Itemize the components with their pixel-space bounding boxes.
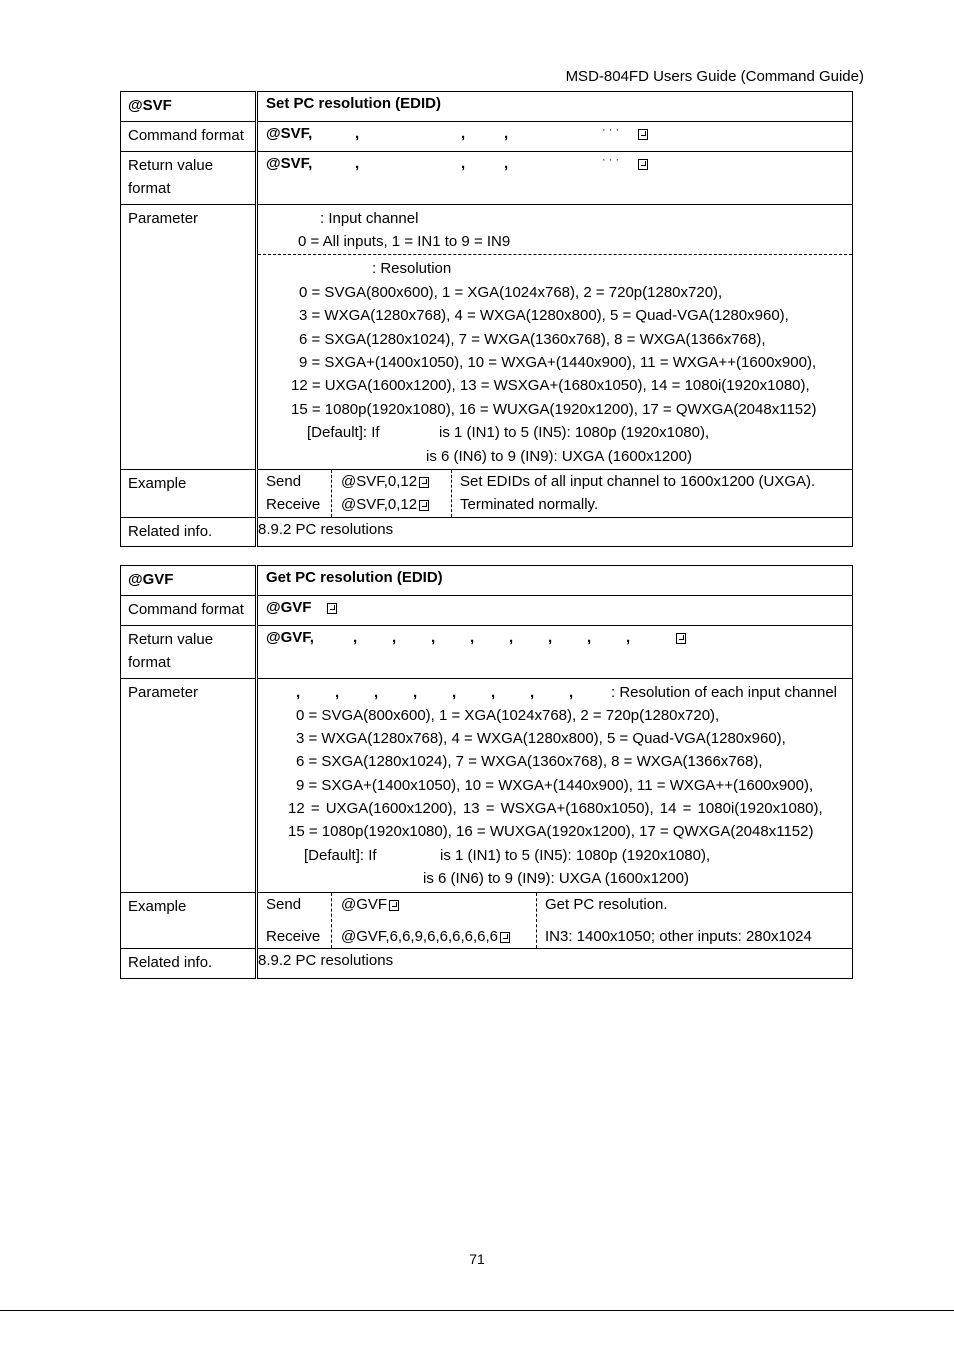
svf-return-format-row: [121, 151, 853, 204]
svf-command-format-label: Command format: [121, 122, 257, 152]
gvf-param-sep: ,: [335, 683, 340, 701]
svf-default-text-1: is 1 (IN1) to 5 (IN5): 1080p (1920x1080),: [439, 424, 710, 442]
gvf-param-sep: ,: [569, 683, 574, 701]
svf-return-format-value: [257, 151, 853, 204]
gvf-related-label: Related info.: [121, 949, 257, 979]
svf-command-ellipsis: · · ·: [602, 124, 620, 136]
svf-example-row: [121, 469, 853, 517]
gvf-param-sep: ,: [530, 683, 535, 701]
svf-send-command: @SVF,0,12: [341, 472, 418, 490]
gvf-default-prefix: [Default]: If: [304, 846, 377, 864]
gvf-command-table: [120, 565, 853, 979]
svf-param1-desc: : Input channel: [320, 209, 419, 227]
svf-header-row: [121, 92, 853, 122]
gvf-resolution-line: 3 = WXGA(1280x768), 4 = WXGA(1280x800), 5 = Quad-VGA(1280x960),: [296, 730, 786, 748]
gvf-return-format-row: [121, 625, 853, 678]
svf-resolution-line: 6 = SXGA(1280x1024), 7 = WXGA(1360x768), 8 = WXGA(1366x768),: [299, 330, 766, 348]
enter-key-icon: [638, 129, 648, 140]
gvf-parameter-label: Parameter: [121, 678, 257, 893]
svf-return-sep-1: ,: [355, 154, 360, 172]
svf-command-sep-2: ,: [461, 125, 466, 142]
gvf-param-sep: ,: [296, 683, 301, 701]
svf-command-sep-1: ,: [355, 125, 360, 142]
svf-receive-description: Terminated normally.: [460, 496, 599, 514]
svf-command-prefix: @SVF,: [266, 125, 313, 142]
enter-key-icon: [327, 603, 337, 614]
gvf-resolution-line: 12 = UXGA(1600x1200), 13 = WSXGA+(1680x1050), 14 = 1080i(1920x1080),: [288, 799, 823, 817]
svf-default-prefix: [Default]: If: [307, 424, 380, 442]
svf-return-format-label: Return value format: [121, 151, 257, 204]
svf-parameter-label: Parameter: [121, 204, 257, 469]
svf-command-name: @SVF: [121, 92, 257, 122]
gvf-receive-description: IN3: 1400x1050; other inputs: 280x1024: [545, 927, 812, 945]
gvf-return-format-value: [257, 625, 853, 678]
svf-command-sep-3: ,: [504, 125, 509, 142]
svf-receive-command: @SVF,0,12: [341, 496, 418, 514]
gvf-related-value: 8.9.2 PC resolutions: [257, 949, 853, 979]
gvf-command-format-label: Command format: [121, 596, 257, 626]
svf-command-table: [120, 91, 853, 547]
svf-parameter-row: [121, 204, 853, 469]
svf-related-row: [121, 517, 853, 547]
gvf-send-description: Get PC resolution.: [545, 896, 668, 914]
svf-command-format-value: [257, 122, 853, 152]
gvf-header-row: [121, 566, 853, 596]
enter-key-icon: [389, 900, 399, 911]
svf-return-ellipsis: · · ·: [602, 153, 620, 166]
gvf-return-sep: ,: [548, 628, 553, 646]
svf-command-format-row: [121, 122, 853, 152]
gvf-return-format-label: Return value format: [121, 625, 257, 678]
gvf-receive-label: Receive: [266, 927, 321, 945]
svf-related-label: Related info.: [121, 517, 257, 547]
gvf-send-label: Send: [266, 896, 302, 914]
svf-resolution-line: 0 = SVGA(800x600), 1 = XGA(1024x768), 2 = 720p(1280x720),: [299, 283, 723, 301]
gvf-return-sep: ,: [587, 628, 592, 646]
svf-return-sep-3: ,: [504, 154, 509, 172]
gvf-return-sep: ,: [392, 628, 397, 646]
gvf-resolution-line: 9 = SXGA+(1400x1050), 10 = WXGA+(1440x900), 11 = WXGA++(1600x900),: [296, 776, 814, 794]
svf-command-title: Set PC resolution (EDID): [257, 92, 853, 122]
gvf-param-sep: ,: [452, 683, 457, 701]
gvf-command-prefix: @GVF: [266, 599, 312, 616]
svf-send-label: Send: [266, 472, 302, 490]
gvf-return-sep: ,: [626, 628, 631, 646]
svf-default-line-2: is 6 (IN6) to 9 (IN9): UXGA (1600x1200): [426, 447, 692, 465]
gvf-command-name: @GVF: [121, 566, 257, 596]
svf-return-sep-2: ,: [461, 154, 466, 172]
gvf-param-desc: : Resolution of each input channel: [611, 683, 837, 701]
document-header: MSD-804FD Users Guide (Command Guide): [565, 68, 864, 85]
gvf-default-line-1: [262, 844, 846, 867]
gvf-related-row: [121, 949, 853, 979]
enter-key-icon: [676, 633, 686, 644]
enter-key-icon: [419, 477, 429, 488]
gvf-example-row: [121, 893, 853, 949]
svf-example-label: Example: [121, 469, 257, 517]
gvf-return-sep: ,: [353, 628, 358, 646]
svf-resolution-line: 3 = WXGA(1280x768), 4 = WXGA(1280x800), 5 = Quad-VGA(1280x960),: [299, 307, 789, 325]
svf-param1-values: 0 = All inputs, 1 = IN1 to 9 = IN9: [298, 232, 511, 250]
svf-resolution-line: 12 = UXGA(1600x1200), 13 = WSXGA+(1680x1050), 14 = 1080i(1920x1080),: [291, 377, 810, 395]
enter-key-icon: [419, 500, 429, 511]
gvf-return-sep: ,: [509, 628, 514, 646]
page-number: 71: [469, 1251, 485, 1267]
gvf-command-format-value: [257, 596, 853, 626]
svf-return-prefix: @SVF,: [266, 154, 313, 172]
gvf-default-text-1: is 1 (IN1) to 5 (IN5): 1080p (1920x1080),: [440, 846, 711, 864]
svf-resolution-line: 9 = SXGA+(1400x1050), 10 = WXGA+(1440x900), 11 = WXGA++(1600x900),: [299, 353, 817, 371]
gvf-param-desc-line: [262, 681, 846, 704]
gvf-default-line-2: is 6 (IN6) to 9 (IN9): UXGA (1600x1200): [423, 869, 689, 887]
gvf-resolution-line: 6 = SXGA(1280x1024), 7 = WXGA(1360x768), 8 = WXGA(1366x768),: [296, 753, 763, 771]
svf-param2-desc: : Resolution: [372, 260, 452, 278]
svf-receive-label: Receive: [266, 496, 321, 514]
gvf-param-sep: ,: [413, 683, 418, 701]
gvf-return-sep: ,: [431, 628, 436, 646]
enter-key-icon: [638, 159, 648, 170]
gvf-resolution-line: 15 = 1080p(1920x1080), 16 = WUXGA(1920x1200), 17 = QWXGA(2048x1152): [288, 823, 814, 841]
gvf-param-sep: ,: [491, 683, 496, 701]
svf-related-value: 8.9.2 PC resolutions: [257, 517, 853, 547]
gvf-example-label: Example: [121, 893, 257, 949]
gvf-resolution-line: 0 = SVGA(800x600), 1 = XGA(1024x768), 2 = 720p(1280x720),: [296, 706, 720, 724]
svf-default-line-1: [264, 421, 846, 444]
gvf-param-sep: ,: [374, 683, 379, 701]
gvf-command-format-row: [121, 596, 853, 626]
svf-send-description: Set EDIDs of all input channel to 1600x1200 (UXGA).: [460, 472, 816, 490]
svf-resolution-line: 15 = 1080p(1920x1080), 16 = WUXGA(1920x1200), 17 = QWXGA(2048x1152): [291, 400, 817, 418]
gvf-receive-command: @GVF,6,6,9,6,6,6,6,6,6: [341, 927, 498, 945]
gvf-return-prefix: @GVF,: [266, 628, 314, 646]
enter-key-icon: [500, 932, 510, 943]
gvf-send-command: @GVF: [341, 896, 388, 914]
gvf-return-sep: ,: [470, 628, 475, 646]
footer-divider: [0, 1310, 954, 1311]
gvf-command-title: Get PC resolution (EDID): [257, 566, 853, 596]
gvf-parameter-row: [121, 678, 853, 893]
